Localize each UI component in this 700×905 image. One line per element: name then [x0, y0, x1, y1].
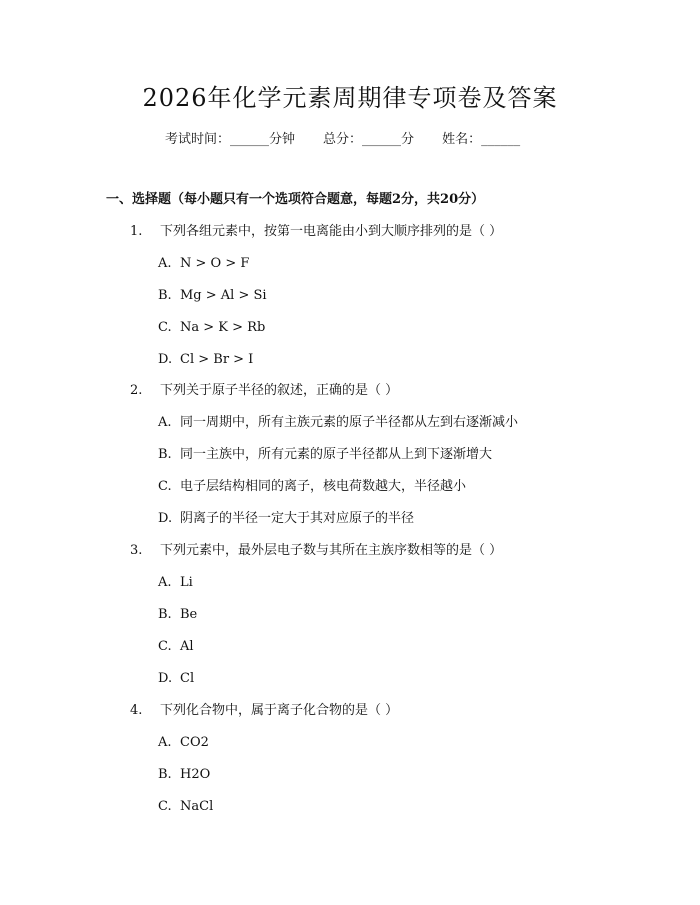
question-text: 下列各组元素中，按第一电离能由小到大顺序排列的是（ ） [160, 224, 503, 239]
option-text: Al [180, 639, 194, 654]
option-3a [158, 573, 193, 593]
option-text: Mg > Al > Si [180, 288, 267, 303]
question-text: 下列化合物中，属于离子化合物的是（ ） [160, 703, 399, 718]
option-text: Li [180, 575, 193, 590]
name-blank: ______ [481, 132, 521, 147]
question-text: 下列元素中，最外层电子数与其所在主族序数相等的是（ ） [160, 543, 503, 558]
score-blank: ______ [362, 132, 402, 147]
question-text: 下列关于原子半径的叙述，正确的是（ ） [160, 383, 399, 398]
option-letter: A. [158, 735, 172, 750]
question-number: 1. [130, 224, 143, 239]
option-2b [158, 445, 492, 465]
page-title: 2026年化学元素周期律专项卷及答案 [142, 84, 558, 112]
option-text: 同一主族中，所有元素的原子半径都从上到下逐渐增大 [180, 447, 493, 462]
option-letter: B. [158, 288, 172, 303]
time-blank: ______ [230, 132, 270, 147]
score-label: 总分： [323, 132, 363, 147]
question-number: 2. [130, 383, 143, 398]
option-2d [158, 509, 414, 529]
option-3c [158, 637, 194, 657]
option-1a [158, 254, 249, 274]
option-4a [158, 733, 209, 753]
option-letter: C. [158, 639, 172, 654]
option-letter: D. [158, 352, 173, 367]
question-number: 3. [130, 543, 143, 558]
option-3d [158, 669, 194, 689]
option-letter: B. [158, 607, 172, 622]
option-letter: B. [158, 447, 172, 462]
option-text: 阴离子的半径一定大于其对应原子的半径 [180, 511, 415, 526]
option-1b [158, 286, 267, 306]
option-text: 电子层结构相同的离子，核电荷数越大，半径越小 [180, 479, 467, 494]
option-letter: C. [158, 320, 172, 335]
option-text: Cl > Br > I [180, 352, 254, 367]
exam-meta [165, 130, 520, 150]
option-letter: A. [158, 256, 172, 271]
option-letter: A. [158, 415, 172, 430]
option-text: H2O [180, 767, 211, 782]
option-4b [158, 765, 210, 785]
option-3b [158, 605, 197, 625]
option-letter: A. [158, 575, 172, 590]
option-letter: D. [158, 511, 173, 526]
option-1c [158, 318, 265, 338]
option-text: Cl [180, 671, 195, 686]
question-number: 4. [130, 703, 143, 718]
score-unit: 分 [401, 132, 415, 147]
option-letter: C. [158, 479, 172, 494]
option-letter: B. [158, 767, 172, 782]
option-text: Na > K > Rb [180, 320, 266, 335]
option-4c [158, 797, 213, 817]
option-2a [158, 413, 518, 433]
option-text: 同一周期中，所有主族元素的原子半径都从左到右逐渐减小 [180, 415, 519, 430]
option-text: Be [180, 607, 198, 622]
option-2c [158, 477, 466, 497]
option-1d [158, 350, 253, 370]
name-label: 姓名： [442, 132, 482, 147]
option-text: N > O > F [180, 256, 250, 271]
time-label: 考试时间： [165, 132, 231, 147]
option-text: NaCl [180, 799, 214, 814]
option-letter: C. [158, 799, 172, 814]
section-heading: 一、选择题（每小题只有一个选项符合题意，每题2分，共20分） [106, 192, 485, 207]
option-letter: D. [158, 671, 173, 686]
time-unit: 分钟 [269, 132, 296, 147]
option-text: CO2 [180, 735, 209, 750]
